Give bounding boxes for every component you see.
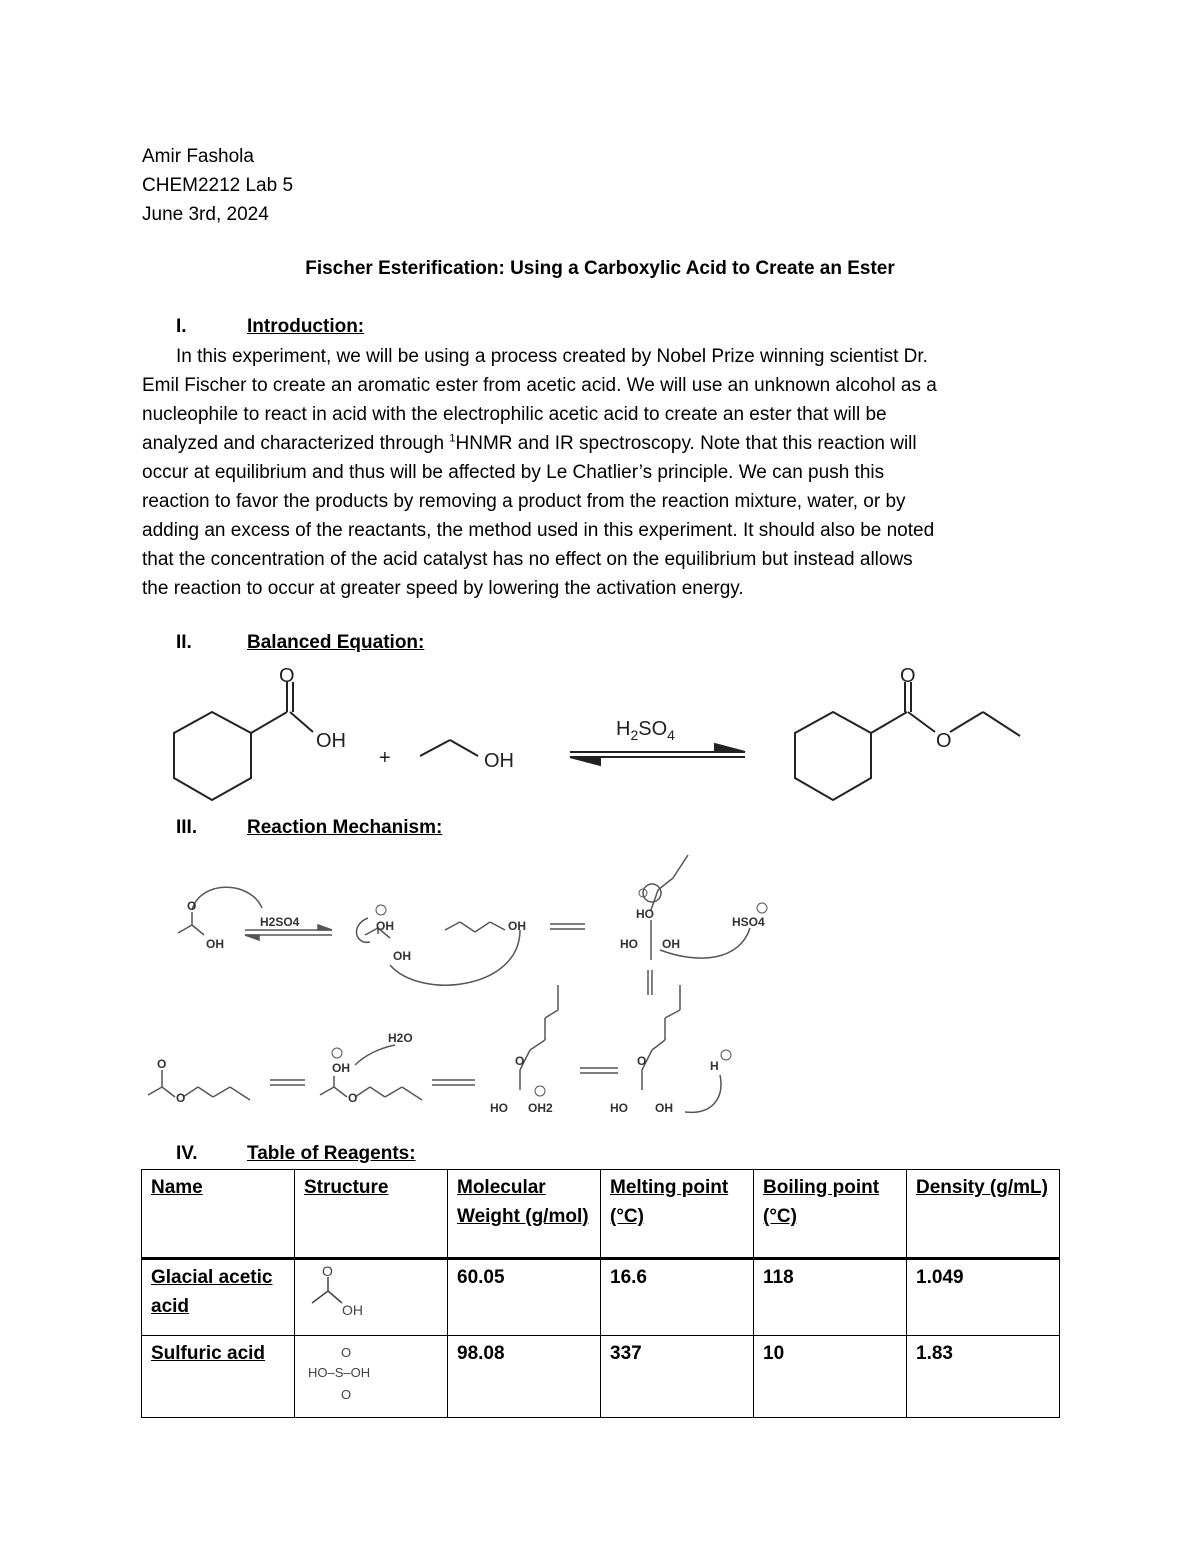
intro-paragraph xyxy=(142,342,1057,603)
section-label: Reaction Mechanism: xyxy=(247,817,443,838)
mech-label: H2O xyxy=(388,1031,413,1045)
mech-label: OH xyxy=(206,937,224,951)
mech-label: HO xyxy=(636,907,654,921)
intro-line xyxy=(142,429,1057,458)
catalyst-label: $H_2SO_4$ xyxy=(616,718,675,743)
section-intro-heading xyxy=(176,316,364,338)
section-number: III. xyxy=(176,817,198,838)
section-label: Introduction: xyxy=(247,316,365,337)
mech-label: O xyxy=(348,1091,358,1105)
density: 1.049 xyxy=(907,1259,1060,1336)
mech-label: O xyxy=(637,1054,647,1068)
section-number: I. xyxy=(176,316,187,337)
structure-label: O xyxy=(322,1263,333,1279)
section-equation-heading xyxy=(176,632,424,654)
mech-label: HSO4 xyxy=(732,915,765,929)
column-header: Name xyxy=(142,1170,295,1259)
mech-label: H xyxy=(710,1059,719,1073)
section-mechanism-heading xyxy=(176,817,442,839)
table-header-row xyxy=(142,1170,1060,1259)
density: 1.83 xyxy=(907,1336,1060,1418)
melting-point: 337 xyxy=(601,1336,754,1418)
report-date: June 3rd, 2024 xyxy=(142,204,269,225)
column-header: Molecular Weight (g/mol) xyxy=(448,1170,601,1259)
report-title: Fischer Esterification: Using a Carboxylic Acid to Create an Ester xyxy=(305,258,895,279)
mech-label: O xyxy=(176,1091,186,1105)
table-row xyxy=(142,1259,1060,1336)
sulfuric-acid-structure xyxy=(304,1339,404,1405)
column-header: Structure xyxy=(295,1170,448,1259)
section-number: IV. xyxy=(176,1143,198,1164)
intro-line: that the concentration of the acid catalyst has no effect on the equilibrium but instead allows xyxy=(142,549,913,570)
section-label: Table of Reagents: xyxy=(247,1143,416,1164)
intro-line: occur at equilibrium and thus will be affected by Le Chatlier’s principle. We can push this xyxy=(142,462,885,483)
author-name: Amir Fashola xyxy=(142,146,254,167)
curved-arrow xyxy=(356,918,370,942)
structure-label: OH xyxy=(342,1302,363,1318)
plus-sign: + xyxy=(379,747,391,769)
reagent-name: Sulfuric acid xyxy=(142,1336,295,1418)
table-row xyxy=(142,1336,1060,1418)
section-label: Balanced Equation: xyxy=(247,632,425,653)
mech-label: OH xyxy=(662,937,680,951)
structure-label: HO–S–OH xyxy=(308,1365,371,1380)
reaction-mechanism-figure xyxy=(140,850,800,1130)
mech-label: HO xyxy=(610,1101,628,1115)
mech-label: OH xyxy=(332,1061,350,1075)
section-number: II. xyxy=(176,632,192,653)
mech-label: O xyxy=(187,899,197,913)
cyclohexane-ring xyxy=(795,712,871,800)
mech-label: OH2 xyxy=(528,1101,553,1115)
mech-label: OH xyxy=(508,919,526,933)
reagent-name: Glacial acetic acid xyxy=(142,1259,295,1336)
molecular-weight: 60.05 xyxy=(448,1259,601,1336)
ester-carbonyl-oxygen-label: O xyxy=(900,665,916,687)
intro-line-part: analyzed and characterized through xyxy=(142,433,450,454)
section-reagents-heading xyxy=(176,1143,416,1165)
reverse-arrowhead xyxy=(570,757,600,765)
curved-arrow xyxy=(192,887,262,910)
intro-line-part: HNMR and IR spectroscopy. Note that this reaction will xyxy=(455,433,917,454)
boiling-point: 118 xyxy=(754,1259,907,1336)
column-header: Boiling point (°C) xyxy=(754,1170,907,1259)
curved-arrow xyxy=(355,1045,395,1065)
column-header: Melting point (°C) xyxy=(601,1170,754,1259)
mech-label: O xyxy=(157,1057,167,1071)
alcohol-hydroxyl-label: OH xyxy=(484,750,514,772)
mech-label: HO xyxy=(490,1101,508,1115)
curved-arrow xyxy=(685,1075,721,1112)
structure-label: O xyxy=(341,1387,352,1402)
balanced-equation-figure xyxy=(150,660,1050,810)
mech-label: OH xyxy=(655,1101,673,1115)
mech-label: H2SO4 xyxy=(260,915,300,929)
intro-line: nucleophile to react in acid with the electrophilic acetic acid to create an ester that will be xyxy=(142,404,887,425)
molecular-weight: 98.08 xyxy=(448,1336,601,1418)
intro-line: In this experiment, we will be using a process created by Nobel Prize winning scientist Dr. xyxy=(176,346,928,367)
reagent-structure xyxy=(295,1259,448,1336)
mech-label: OH xyxy=(393,949,411,963)
structure-label: O xyxy=(341,1345,352,1360)
reagents-table xyxy=(141,1169,1060,1418)
intro-line: reaction to favor the products by removing a product from the reaction mixture, water, or by xyxy=(142,491,906,512)
course-name: CHEM2212 Lab 5 xyxy=(142,175,294,196)
melting-point: 16.6 xyxy=(601,1259,754,1336)
intro-line: adding an excess of the reactants, the method used in this experiment. It should also be noted xyxy=(142,520,935,541)
mech-label: HO xyxy=(620,937,638,951)
hydroxyl-label: OH xyxy=(316,730,346,752)
intro-line: the reaction to occur at greater speed by lowering the activation energy. xyxy=(142,578,744,599)
mech-label: O xyxy=(515,1054,525,1068)
mech-label: OH xyxy=(376,919,394,933)
acetic-acid-structure xyxy=(304,1263,384,1323)
ester-oxygen-label: O xyxy=(936,730,952,752)
cyclohexane-ring xyxy=(174,712,251,800)
boiling-point: 10 xyxy=(754,1336,907,1418)
carbonyl-oxygen-label: O xyxy=(279,665,295,687)
superscript: 1 xyxy=(449,432,456,445)
reagent-structure xyxy=(295,1336,448,1418)
intro-line: Emil Fischer to create an aromatic ester from acetic acid. We will use an unknown alcohol as a xyxy=(142,375,937,396)
forward-arrowhead xyxy=(715,744,745,752)
column-header: Density (g/mL) xyxy=(907,1170,1060,1259)
